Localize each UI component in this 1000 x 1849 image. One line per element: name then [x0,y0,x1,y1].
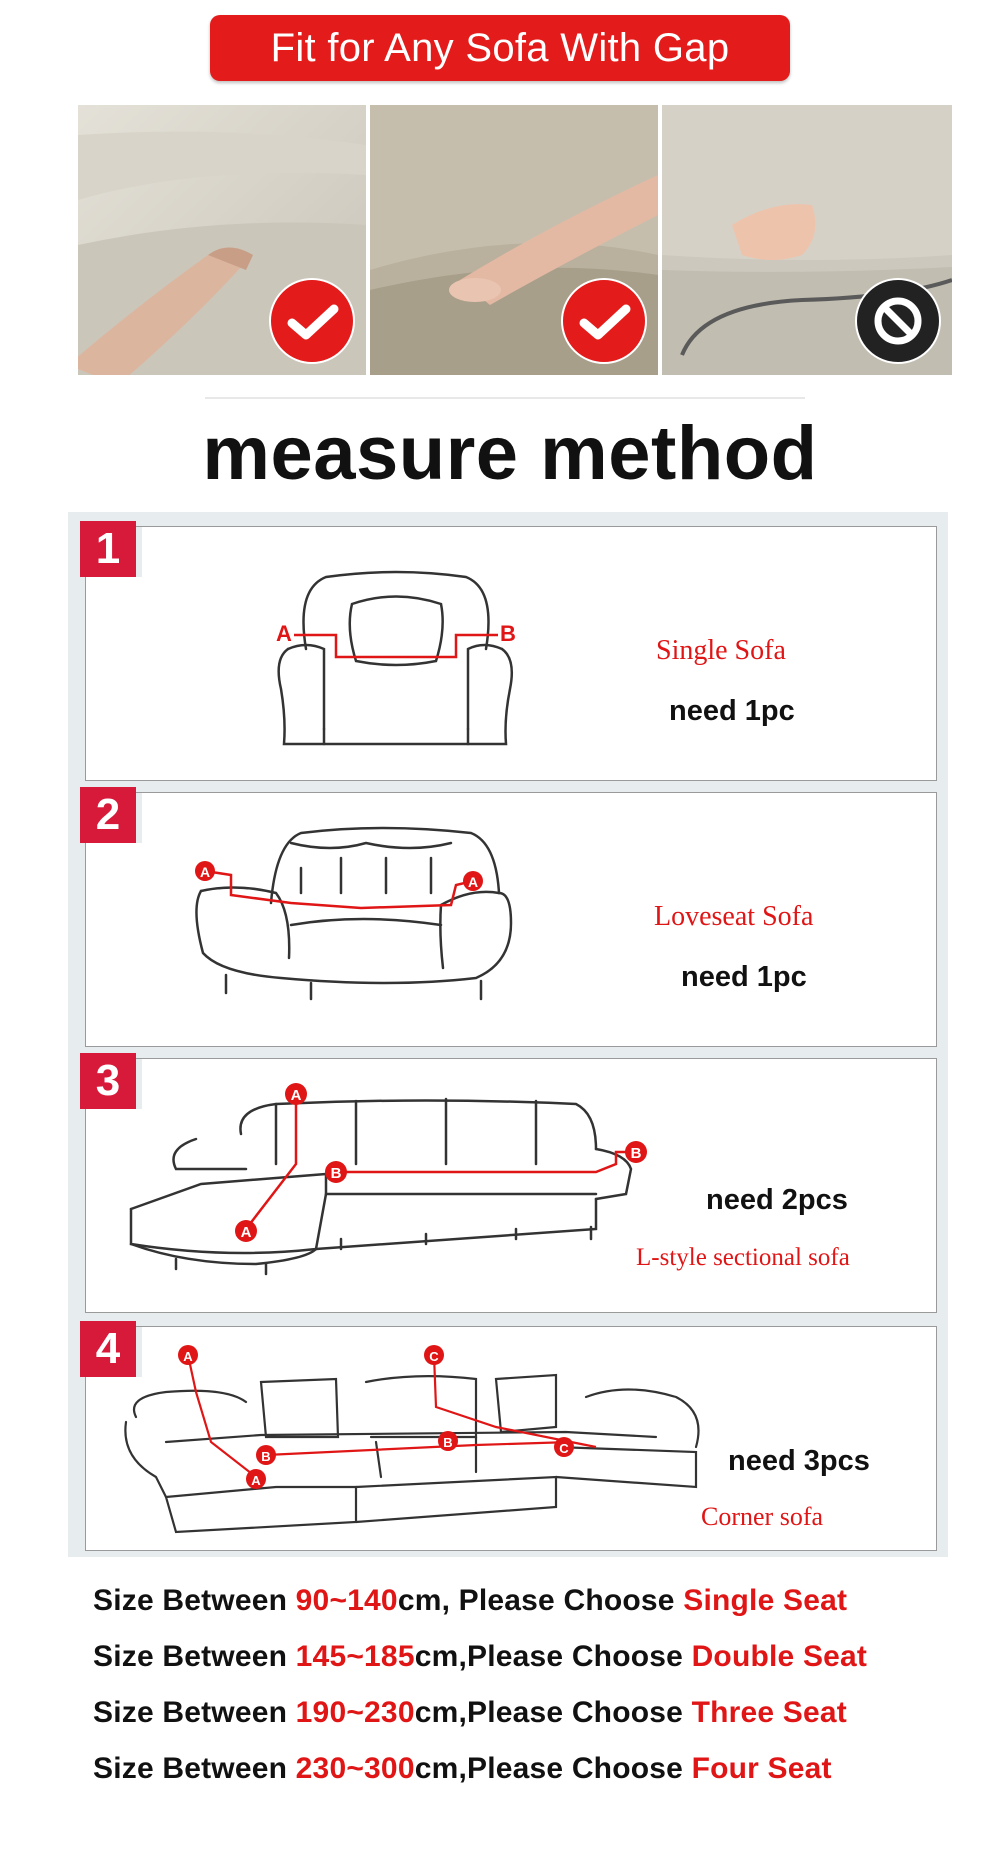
section-heading: measure method [202,411,818,496]
pieces-needed: need 3pcs [728,1445,870,1477]
sofa-name: Single Sofa [656,635,786,666]
sofa-name: Corner sofa [701,1502,824,1531]
card-number: 2 [80,787,136,843]
l-sectional-sofa-drawing [126,1069,686,1294]
card-number: 3 [80,1053,136,1109]
card-l-sectional-sofa [85,1058,937,1313]
divider [205,397,805,399]
svg-text:A: A [290,1087,302,1104]
svg-text:C: C [559,1441,569,1456]
photo-no-gap [662,105,952,375]
no-icon [854,277,942,365]
card-single-sofa [85,526,937,781]
svg-text:B: B [261,1449,271,1464]
photo-gap-ok-2 [370,105,658,375]
svg-text:A: A [251,1473,261,1488]
check-badge [560,277,648,365]
check-badge [268,277,356,365]
size-guide-line: Size Between 145~185cm,Please Choose Double Seat [93,1640,868,1673]
card-number: 1 [80,521,136,577]
size-guide-line: Size Between 230~300cm,Please Choose Four Seat [93,1752,832,1785]
svg-text:A: A [240,1224,252,1241]
svg-text:A: A [199,864,211,880]
marker-a: A [276,621,292,646]
check-icon [268,277,356,365]
svg-text:A: A [467,874,479,890]
sofa-name: Loveseat Sofa [654,901,814,932]
header-banner [210,15,790,81]
pieces-needed: need 1pc [681,961,807,993]
svg-text:B: B [330,1165,342,1182]
loveseat-sofa-drawing [181,813,541,1023]
svg-text:B: B [630,1145,642,1162]
card-corner-sofa [85,1326,937,1551]
sofa-name: L-style sectional sofa [636,1244,850,1271]
corner-sofa-drawing [116,1337,726,1547]
svg-text:B: B [443,1435,453,1450]
size-guide-line: Size Between 190~230cm,Please Choose Three Seat [93,1696,847,1729]
no-badge [854,277,942,365]
svg-text:A: A [183,1349,193,1364]
svg-text:C: C [429,1349,439,1364]
check-icon [560,277,648,365]
card-number: 4 [80,1321,136,1377]
pieces-needed: need 1pc [669,695,795,727]
banner-text: Fit for Any Sofa With Gap [270,26,730,70]
single-sofa-drawing [266,549,526,759]
marker-b: B [500,621,516,646]
photo-gap-ok-1 [78,105,366,375]
card-loveseat-sofa [85,792,937,1047]
pieces-needed: need 2pcs [706,1184,848,1216]
size-guide-line: Size Between 90~140cm, Please Choose Single Seat [93,1584,848,1617]
